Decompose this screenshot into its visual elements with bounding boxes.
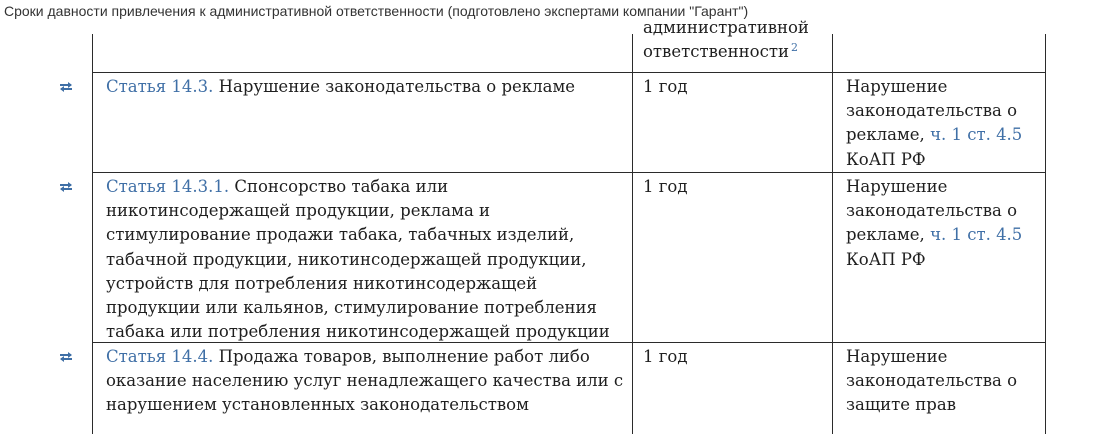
violation-cell: Нарушение законодательства о рекламе, ч. 1 ст. 4.5 КоАП РФ: [846, 77, 1023, 169]
violation-cell: Нарушение законодательства о рекламе, ч. 1 ст. 4.5 КоАП РФ: [846, 177, 1023, 269]
article-text: Статья 14.3. Нарушение законодательства о рекламе: [106, 77, 576, 96]
table-row-article-cell: [106, 75, 626, 99]
term-cell: 1 год: [643, 347, 688, 366]
violation-cell: Нарушение законодательства о защите прав: [846, 347, 1018, 415]
row-divider: [93, 172, 1045, 173]
header-cell-term: [643, 16, 828, 64]
article-link[interactable]: Статья 14.3.1.: [106, 177, 230, 196]
law-reference-link[interactable]: ч. 1 ст. 4.5: [930, 125, 1023, 145]
column-divider: [832, 34, 833, 434]
article-link[interactable]: Статья 14.3.: [106, 77, 214, 96]
article-link[interactable]: Статья 14.4.: [106, 347, 214, 366]
swap-arrows-icon[interactable]: [57, 351, 75, 363]
row-divider: [93, 72, 1045, 73]
header-text-line: ответственности $^2$: [643, 41, 798, 62]
table-row-article-cell: Статья 14.4. Продажа товаров, выполнение работ либо оказание населению услуг ненадлежащего качества или с нарушением установленных законодательством: [106, 347, 624, 415]
swap-arrows-icon[interactable]: [57, 181, 75, 193]
term-cell: 1 год: [643, 177, 688, 196]
law-reference-link[interactable]: ч. 1 ст. 4.5: [930, 225, 1023, 245]
term-cell: 1 год: [643, 77, 688, 96]
header-text-line: административной: [643, 18, 809, 37]
document-header: Сроки давности привлечения к административной ответственности (подготовлено экспертами компании "Гарант"): [4, 3, 749, 19]
table-row-article-cell: Статья 14.3.1. Спонсорство табака или никотинсодержащей продукции, реклама и стимулирование продажи табака, табачных изделий, табачной продукции, никотинсодержащей продукции, устройств для потребления никотинсодержащей продукции или кальянов, стимулирование потребления табака или потребления никотинсодержащей продукции: [106, 177, 610, 342]
column-divider: [632, 34, 633, 434]
swap-arrows-icon[interactable]: [57, 81, 75, 93]
footnote-link[interactable]: 2: [790, 41, 798, 55]
